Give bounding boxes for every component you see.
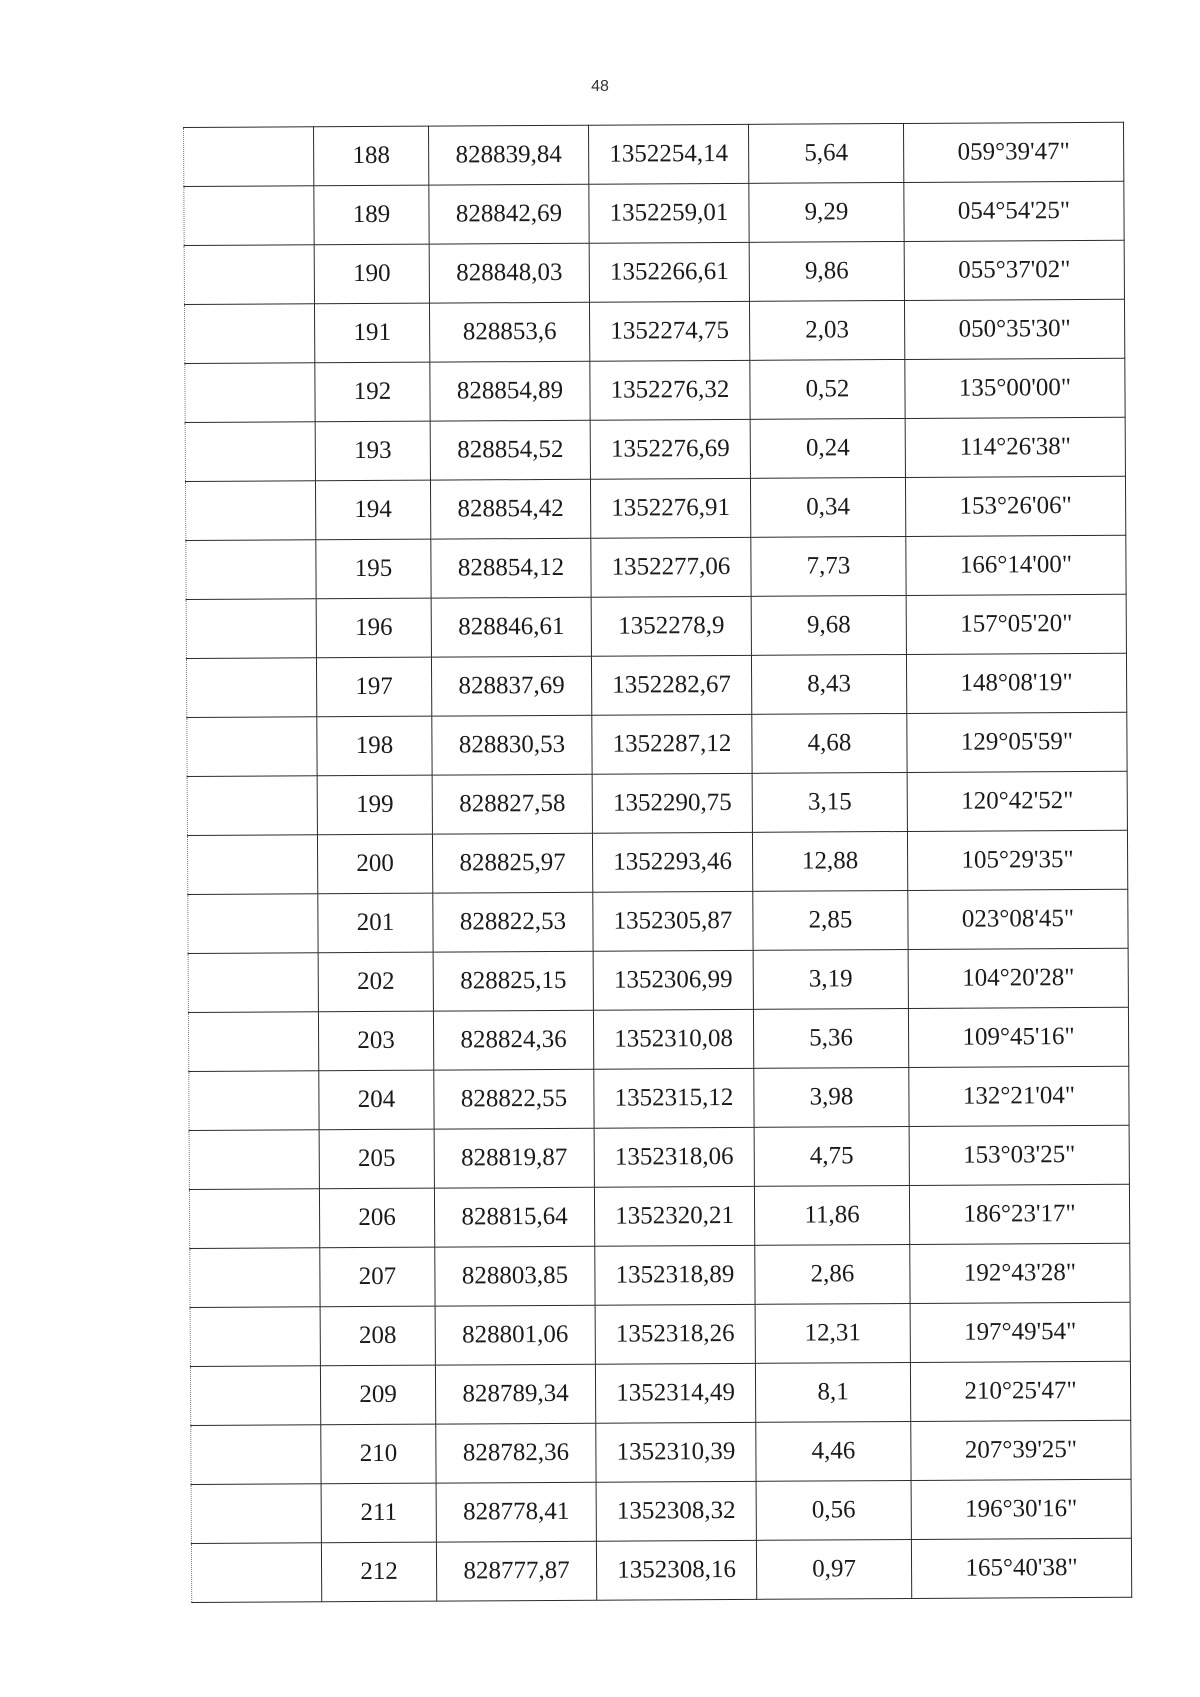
page-number: 48 bbox=[591, 78, 609, 95]
distance-cell: 12,88 bbox=[752, 831, 907, 891]
blank-cell bbox=[186, 658, 316, 718]
direction-angle-cell: 050°35'30" bbox=[904, 299, 1124, 359]
direction-angle-cell: 166°14'00" bbox=[906, 535, 1126, 595]
distance-cell: 8,43 bbox=[751, 654, 906, 714]
distance-cell: 9,29 bbox=[749, 182, 904, 242]
direction-angle-cell: 186°23'17" bbox=[909, 1184, 1129, 1244]
direction-angle-cell: 197°49'54" bbox=[910, 1302, 1130, 1362]
distance-cell: 4,75 bbox=[754, 1126, 909, 1186]
point-number-cell: 192 bbox=[315, 362, 430, 422]
distance-cell: 11,86 bbox=[754, 1185, 909, 1245]
distance-cell: 0,24 bbox=[750, 418, 905, 478]
blank-cell bbox=[190, 1366, 320, 1426]
point-number-cell: 190 bbox=[314, 244, 429, 304]
x-coordinate-cell: 828824,36 bbox=[433, 1010, 593, 1070]
x-coordinate-cell: 828789,34 bbox=[435, 1364, 595, 1424]
x-coordinate-cell: 828854,42 bbox=[430, 479, 590, 539]
distance-cell: 9,86 bbox=[749, 241, 904, 301]
y-coordinate-cell: 1352276,32 bbox=[590, 360, 750, 420]
x-coordinate-cell: 828837,69 bbox=[431, 656, 591, 716]
x-coordinate-cell: 828825,15 bbox=[433, 951, 593, 1011]
x-coordinate-cell: 828853,6 bbox=[429, 302, 589, 362]
blank-cell bbox=[191, 1425, 321, 1485]
distance-cell: 2,03 bbox=[749, 300, 904, 360]
table-row bbox=[184, 181, 1124, 245]
blank-cell bbox=[189, 1189, 319, 1249]
table-row bbox=[190, 1243, 1130, 1307]
x-coordinate-cell: 828825,97 bbox=[432, 833, 592, 893]
y-coordinate-cell: 1352306,99 bbox=[593, 950, 753, 1010]
y-coordinate-cell: 1352318,06 bbox=[594, 1127, 754, 1187]
x-coordinate-cell: 828854,52 bbox=[430, 420, 590, 480]
coordinates-table-body bbox=[184, 122, 1132, 1602]
table-row bbox=[185, 417, 1125, 481]
blank-cell bbox=[191, 1484, 321, 1544]
distance-cell: 9,68 bbox=[751, 595, 906, 655]
x-coordinate-cell: 828822,53 bbox=[433, 892, 593, 952]
y-coordinate-cell: 1352277,06 bbox=[591, 537, 751, 597]
point-number-cell: 208 bbox=[320, 1306, 435, 1366]
table-row bbox=[188, 948, 1128, 1012]
distance-cell: 3,19 bbox=[753, 949, 908, 1009]
point-number-cell: 191 bbox=[314, 303, 429, 363]
direction-angle-cell: 023°08'45" bbox=[908, 889, 1128, 949]
table-row bbox=[189, 1125, 1129, 1189]
direction-angle-cell: 114°26'38" bbox=[905, 417, 1125, 477]
direction-angle-cell: 153°03'25" bbox=[909, 1125, 1129, 1185]
blank-cell bbox=[191, 1543, 321, 1603]
table-row bbox=[188, 889, 1128, 953]
distance-cell: 3,98 bbox=[754, 1067, 909, 1127]
point-number-cell: 193 bbox=[315, 421, 430, 481]
x-coordinate-cell: 828830,53 bbox=[432, 715, 592, 775]
point-number-cell: 210 bbox=[321, 1424, 436, 1484]
blank-cell bbox=[187, 776, 317, 836]
x-coordinate-cell: 828778,41 bbox=[436, 1482, 596, 1542]
distance-cell: 12,31 bbox=[755, 1303, 910, 1363]
point-number-cell: 204 bbox=[319, 1070, 434, 1130]
x-coordinate-cell: 828819,87 bbox=[434, 1128, 594, 1188]
direction-angle-cell: 210°25'47" bbox=[910, 1361, 1130, 1421]
table-row bbox=[188, 1007, 1128, 1071]
distance-cell: 0,56 bbox=[756, 1480, 911, 1540]
blank-cell bbox=[185, 422, 315, 482]
distance-cell: 0,34 bbox=[750, 477, 905, 537]
distance-cell: 4,46 bbox=[756, 1421, 911, 1481]
direction-angle-cell: 055°37'02" bbox=[904, 240, 1124, 300]
x-coordinate-cell: 828777,87 bbox=[436, 1541, 596, 1601]
table-row bbox=[190, 1361, 1130, 1425]
distance-cell: 5,36 bbox=[753, 1008, 908, 1068]
table-row bbox=[187, 712, 1127, 776]
blank-cell bbox=[190, 1248, 320, 1308]
blank-cell bbox=[185, 481, 315, 541]
blank-cell bbox=[188, 894, 318, 954]
point-number-cell: 202 bbox=[318, 952, 433, 1012]
x-coordinate-cell: 828854,89 bbox=[430, 361, 590, 421]
y-coordinate-cell: 1352290,75 bbox=[592, 773, 752, 833]
y-coordinate-cell: 1352308,16 bbox=[596, 1540, 756, 1600]
blank-cell bbox=[184, 245, 314, 305]
point-number-cell: 188 bbox=[314, 126, 429, 186]
distance-cell: 4,68 bbox=[752, 713, 907, 773]
coordinates-table bbox=[183, 122, 1132, 1603]
table-row bbox=[191, 1479, 1131, 1543]
direction-angle-cell: 109°45'16" bbox=[908, 1007, 1128, 1067]
point-number-cell: 207 bbox=[320, 1247, 435, 1307]
blank-cell bbox=[190, 1307, 320, 1367]
y-coordinate-cell: 1352274,75 bbox=[589, 301, 749, 361]
y-coordinate-cell: 1352276,69 bbox=[590, 419, 750, 479]
direction-angle-cell: 196°30'16" bbox=[911, 1479, 1131, 1539]
blank-cell bbox=[189, 1071, 319, 1131]
blank-cell bbox=[184, 186, 314, 246]
distance-cell: 3,15 bbox=[752, 772, 907, 832]
direction-angle-cell: 135°00'00" bbox=[905, 358, 1125, 418]
table-row bbox=[191, 1538, 1131, 1602]
table-row bbox=[187, 771, 1127, 835]
y-coordinate-cell: 1352314,49 bbox=[595, 1363, 755, 1423]
blank-cell bbox=[185, 363, 315, 423]
point-number-cell: 196 bbox=[316, 598, 431, 658]
point-number-cell: 211 bbox=[321, 1483, 436, 1543]
y-coordinate-cell: 1352310,08 bbox=[593, 1009, 753, 1069]
blank-cell bbox=[188, 1012, 318, 1072]
x-coordinate-cell: 828842,69 bbox=[429, 184, 589, 244]
blank-cell bbox=[186, 599, 316, 659]
y-coordinate-cell: 1352310,39 bbox=[596, 1422, 756, 1482]
y-coordinate-cell: 1352320,21 bbox=[594, 1186, 754, 1246]
point-number-cell: 201 bbox=[318, 893, 433, 953]
x-coordinate-cell: 828839,84 bbox=[428, 125, 588, 185]
y-coordinate-cell: 1352315,12 bbox=[594, 1068, 754, 1128]
x-coordinate-cell: 828822,55 bbox=[434, 1069, 594, 1129]
y-coordinate-cell: 1352308,32 bbox=[596, 1481, 756, 1541]
table-row bbox=[186, 653, 1126, 717]
direction-angle-cell: 207°39'25" bbox=[911, 1420, 1131, 1480]
point-number-cell: 200 bbox=[317, 834, 432, 894]
y-coordinate-cell: 1352293,46 bbox=[592, 832, 752, 892]
direction-angle-cell: 148°08'19" bbox=[906, 653, 1126, 713]
direction-angle-cell: 120°42'52" bbox=[907, 771, 1127, 831]
table-row bbox=[186, 535, 1126, 599]
blank-cell bbox=[186, 540, 316, 600]
y-coordinate-cell: 1352278,9 bbox=[591, 596, 751, 656]
blank-cell bbox=[187, 717, 317, 777]
table-row bbox=[184, 122, 1124, 186]
direction-angle-cell: 059°39'47" bbox=[903, 122, 1123, 182]
point-number-cell: 203 bbox=[318, 1011, 433, 1071]
table-row bbox=[185, 476, 1125, 540]
distance-cell: 2,85 bbox=[753, 890, 908, 950]
x-coordinate-cell: 828827,58 bbox=[432, 774, 592, 834]
point-number-cell: 197 bbox=[316, 657, 431, 717]
point-number-cell: 212 bbox=[321, 1542, 436, 1602]
blank-cell bbox=[188, 953, 318, 1013]
x-coordinate-cell: 828854,12 bbox=[431, 538, 591, 598]
distance-cell: 0,97 bbox=[756, 1539, 911, 1599]
table-row bbox=[189, 1184, 1129, 1248]
point-number-cell: 209 bbox=[320, 1365, 435, 1425]
distance-cell: 7,73 bbox=[751, 536, 906, 596]
direction-angle-cell: 132°21'04" bbox=[909, 1066, 1129, 1126]
y-coordinate-cell: 1352259,01 bbox=[589, 183, 749, 243]
point-number-cell: 205 bbox=[319, 1129, 434, 1189]
x-coordinate-cell: 828782,36 bbox=[436, 1423, 596, 1483]
table-row bbox=[184, 299, 1124, 363]
y-coordinate-cell: 1352254,14 bbox=[588, 124, 748, 184]
x-coordinate-cell: 828848,03 bbox=[429, 243, 589, 303]
x-coordinate-cell: 828801,06 bbox=[435, 1305, 595, 1365]
y-coordinate-cell: 1352266,61 bbox=[589, 242, 749, 302]
direction-angle-cell: 165°40'38" bbox=[911, 1538, 1131, 1598]
x-coordinate-cell: 828846,61 bbox=[431, 597, 591, 657]
distance-cell: 2,86 bbox=[755, 1244, 910, 1304]
y-coordinate-cell: 1352318,26 bbox=[595, 1304, 755, 1364]
direction-angle-cell: 105°29'35" bbox=[907, 830, 1127, 890]
point-number-cell: 195 bbox=[316, 539, 431, 599]
blank-cell bbox=[184, 304, 314, 364]
table-row bbox=[189, 1066, 1129, 1130]
y-coordinate-cell: 1352276,91 bbox=[590, 478, 750, 538]
point-number-cell: 198 bbox=[317, 716, 432, 776]
direction-angle-cell: 153°26'06" bbox=[905, 476, 1125, 536]
point-number-cell: 199 bbox=[317, 775, 432, 835]
distance-cell: 0,52 bbox=[750, 359, 905, 419]
distance-cell: 5,64 bbox=[748, 123, 903, 183]
distance-cell: 8,1 bbox=[755, 1362, 910, 1422]
y-coordinate-cell: 1352287,12 bbox=[592, 714, 752, 774]
x-coordinate-cell: 828815,64 bbox=[434, 1187, 594, 1247]
point-number-cell: 194 bbox=[315, 480, 430, 540]
table-row bbox=[185, 358, 1125, 422]
y-coordinate-cell: 1352282,67 bbox=[591, 655, 751, 715]
blank-cell bbox=[184, 127, 314, 187]
table-row bbox=[186, 594, 1126, 658]
point-number-cell: 189 bbox=[314, 185, 429, 245]
table-row bbox=[191, 1420, 1131, 1484]
direction-angle-cell: 157°05'20" bbox=[906, 594, 1126, 654]
blank-cell bbox=[187, 835, 317, 895]
direction-angle-cell: 129°05'59" bbox=[907, 712, 1127, 772]
y-coordinate-cell: 1352305,87 bbox=[593, 891, 753, 951]
point-number-cell: 206 bbox=[319, 1188, 434, 1248]
y-coordinate-cell: 1352318,89 bbox=[595, 1245, 755, 1305]
table-row bbox=[187, 830, 1127, 894]
x-coordinate-cell: 828803,85 bbox=[435, 1246, 595, 1306]
table-row bbox=[190, 1302, 1130, 1366]
direction-angle-cell: 192°43'28" bbox=[910, 1243, 1130, 1303]
direction-angle-cell: 054°54'25" bbox=[904, 181, 1124, 241]
table-row bbox=[184, 240, 1124, 304]
blank-cell bbox=[189, 1130, 319, 1190]
direction-angle-cell: 104°20'28" bbox=[908, 948, 1128, 1008]
